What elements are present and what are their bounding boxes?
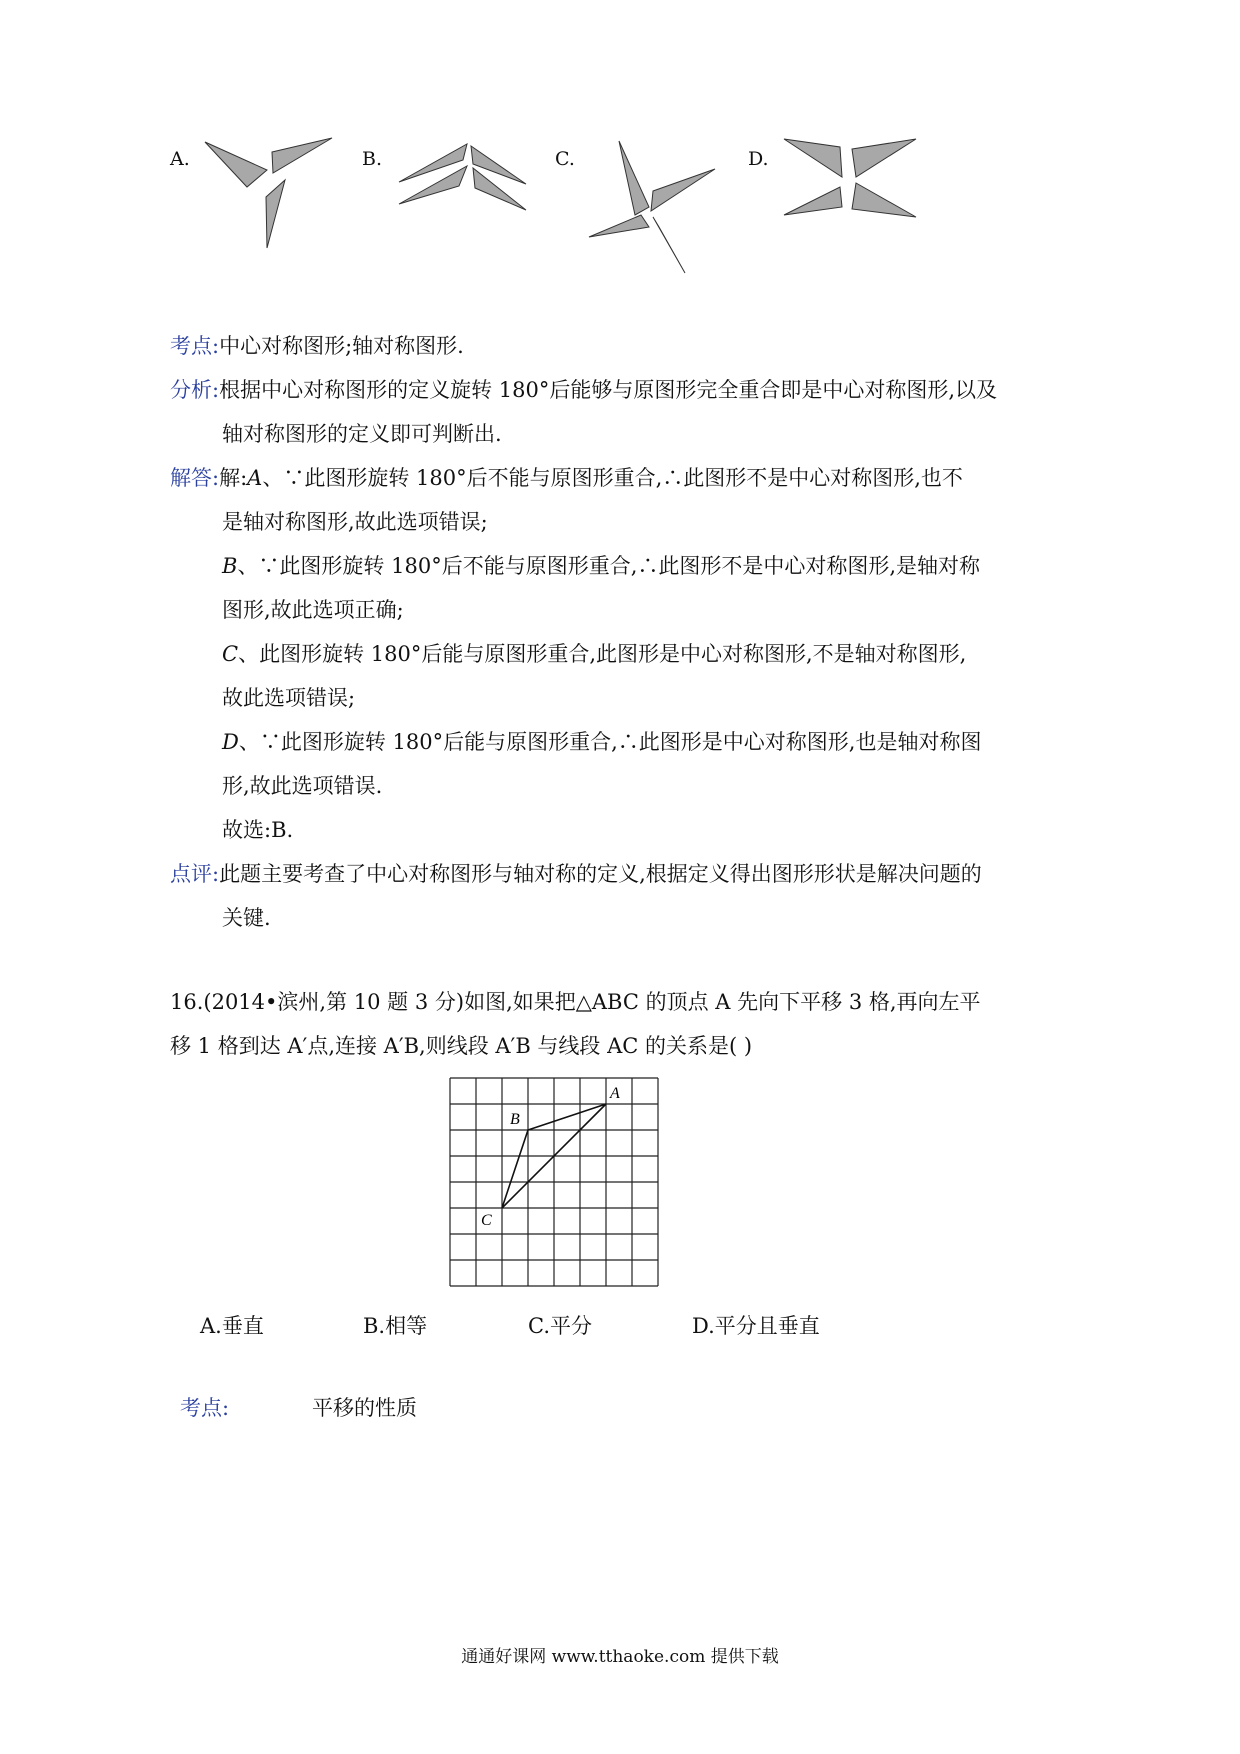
dianping-label: 点评: bbox=[170, 862, 220, 886]
jieda-letter-c: C bbox=[222, 642, 239, 666]
option-d-figure bbox=[780, 135, 920, 225]
fenxi-line1: 根据中心对称图形的定义旋转 180°后能够与原图形完全重合即是中心对称图形,以及 bbox=[219, 378, 998, 402]
jieda-line1: 、∵此图形旋转 180°后不能与原图形重合,∴此图形不是中心对称图形,也不 bbox=[262, 466, 963, 490]
option-a-figure bbox=[195, 130, 345, 255]
fenxi-row bbox=[170, 380, 997, 401]
jieda-b-line2: 图形,故此选项正确; bbox=[222, 598, 404, 622]
q16-kaodian-text: 平移的性质 bbox=[312, 1396, 417, 1420]
q16-option-a: A.垂直 bbox=[200, 1314, 264, 1338]
option-c-label: C. bbox=[555, 148, 575, 170]
option-b-figure bbox=[395, 138, 535, 218]
option-d-label: D. bbox=[748, 148, 769, 170]
jieda-row bbox=[170, 468, 963, 489]
kaodian-row bbox=[170, 336, 464, 357]
jieda-letter-d: D bbox=[222, 730, 239, 754]
jieda-prefix: 解: bbox=[219, 466, 248, 490]
option-c-figure bbox=[585, 135, 720, 275]
kaodian-text: 中心对称图形;轴对称图形. bbox=[219, 334, 464, 358]
dianping-row bbox=[170, 864, 982, 885]
kaodian-label: 考点: bbox=[170, 334, 220, 358]
jieda-line2: 是轴对称图形,故此选项错误; bbox=[222, 510, 488, 534]
footer-text: 通通好课网 www.tthaoke.com 提供下载 bbox=[461, 1647, 779, 1667]
q16-option-c: C.平分 bbox=[528, 1314, 592, 1338]
vertex-a-label: A bbox=[610, 1085, 620, 1102]
q16-line1: 16.(2014•滨州,第 10 题 3 分)如图,如果把△ABC 的顶点 A 先向下平移 3 格,再向左平 bbox=[170, 990, 981, 1014]
fenxi-line2: 轴对称图形的定义即可判断出. bbox=[222, 422, 502, 446]
guxuan: 故选:B. bbox=[222, 818, 294, 842]
jieda-c-line2: 故此选项错误; bbox=[222, 686, 356, 710]
fenxi-label: 分析: bbox=[170, 378, 220, 402]
q16-line2: 移 1 格到达 A′点,连接 A′B,则线段 A′B 与线段 AC 的关系是( ) bbox=[170, 1034, 753, 1058]
q16-option-b: B.相等 bbox=[363, 1314, 428, 1338]
grid-figure bbox=[440, 1068, 670, 1294]
jieda-d-line1: 、∵此图形旋转 180°后能与原图形重合,∴此图形是中心对称图形,也是轴对称图 bbox=[238, 730, 982, 754]
jieda-letter-b: B bbox=[222, 554, 238, 578]
option-b-label: B. bbox=[362, 148, 383, 170]
dianping-line1: 此题主要考查了中心对称图形与轴对称的定义,根据定义得出图形形状是解决问题的 bbox=[219, 862, 982, 886]
jieda-d-line2: 形,故此选项错误. bbox=[222, 774, 383, 798]
option-a-label: A. bbox=[170, 148, 190, 170]
jieda-c-line1: 、此图形旋转 180°后能与原图形重合,此图形是中心对称图形,不是轴对称图形, bbox=[238, 642, 967, 666]
jieda-d-row bbox=[222, 732, 981, 753]
jieda-c-row bbox=[222, 644, 966, 665]
vertex-c-label: C bbox=[481, 1212, 492, 1229]
grid-lines bbox=[450, 1078, 658, 1286]
q16-kaodian-label: 考点: bbox=[180, 1396, 230, 1420]
jieda-label: 解答: bbox=[170, 466, 220, 490]
vertex-b-label: B bbox=[510, 1111, 520, 1128]
dianping-line2: 关键. bbox=[222, 906, 271, 930]
jieda-b-row bbox=[222, 556, 980, 577]
jieda-b-line1: 、∵此图形旋转 180°后不能与原图形重合,∴此图形不是中心对称图形,是轴对称 bbox=[237, 554, 981, 578]
q16-option-d: D.平分且垂直 bbox=[692, 1314, 820, 1338]
jieda-letter-a: A bbox=[247, 466, 263, 490]
